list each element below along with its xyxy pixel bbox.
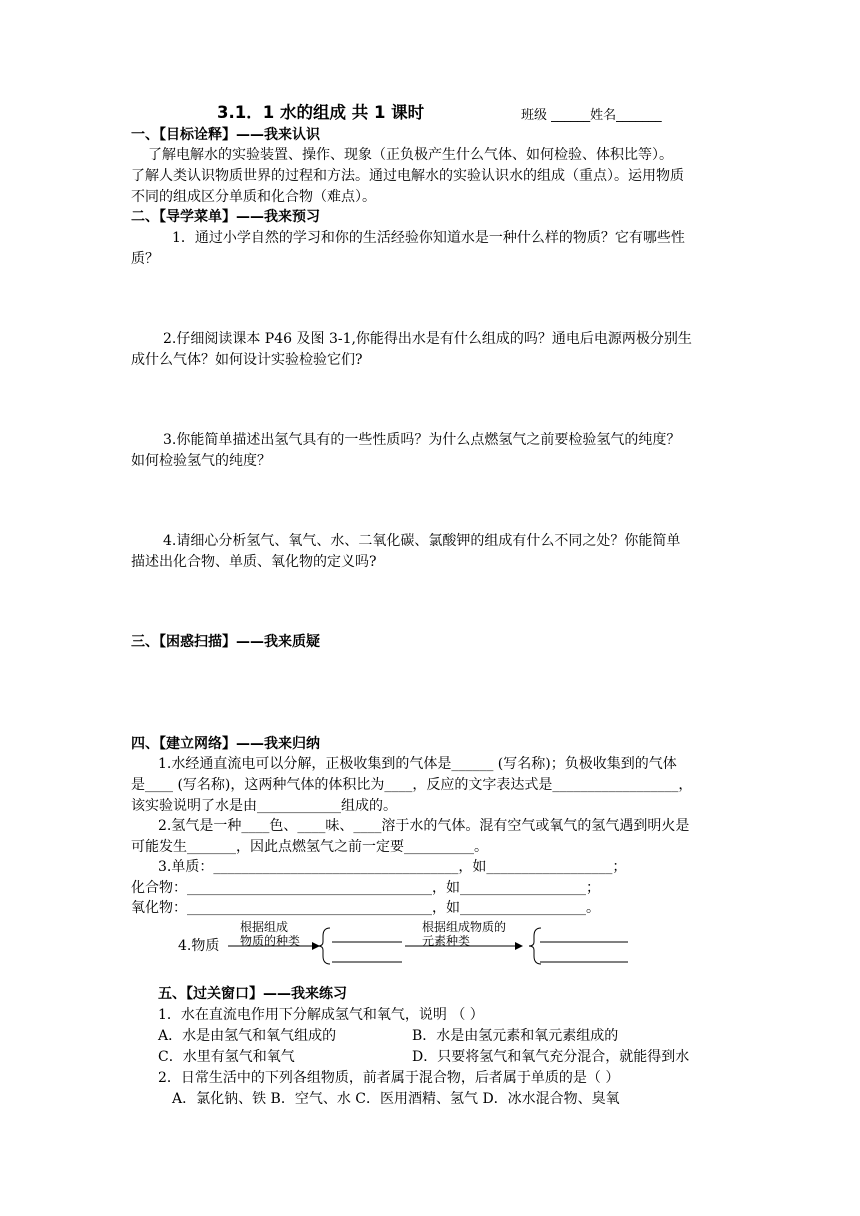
goals-text-line: 了解人类认识物质世界的过程和方法。通过电解水的实验认识水的组成（重点）。运用物质 (131, 168, 684, 184)
arrow-2-top-label: 根据组成物质的 (422, 920, 507, 934)
practice-question-1: 1．水在直流电作用下分解成氢气和氧气，说明 （ ） (158, 1007, 484, 1023)
q1-option-b: B．水是由氢元素和氧元素组成的 (412, 1028, 619, 1044)
goals-text-line: 了解电解水的实验装置、操作、现象（正负极产生什么气体、如何检验、体积比等）。 (148, 147, 673, 163)
definition-element: 3.单质：___________________________________，如__________________； (158, 859, 627, 875)
section-heading-preview: 二、【导学菜单】——我来预习 (131, 209, 320, 225)
section-heading-questions: 三、【困惑扫描】——我来质疑 (131, 634, 320, 650)
section-heading-summary: 四、【建立网络】——我来归纳 (131, 736, 320, 752)
definition-compound: 化合物：___________________________________，如__________________； (131, 880, 600, 896)
summary-paragraph-2-cont: 可能发生_______，因此点燃氢气之前一定要__________。 (131, 839, 488, 855)
summary-paragraph-1-cont: 该实验说明了水是由____________组成的。 (131, 798, 397, 814)
q1-option-a: A．水是由氢气和氧气组成的 (158, 1028, 337, 1044)
arrow-2-bottom-label: 元素种类 (422, 934, 471, 948)
preview-question-2-cont: 成什么气体？如何设计实验检验它们? (131, 352, 363, 368)
practice-question-2: 2．日常生活中的下列各组物质，前者属于混合物，后者属于单质的是（ ） (158, 1070, 620, 1086)
preview-question-3-cont: 如何检验氢气的纯度？ (131, 453, 271, 469)
definition-oxide: 氧化物：___________________________________，如__________________。 (131, 900, 600, 916)
q2-options: A．氯化钠、铁 B．空气、水 C．医用酒精、氢气 D．冰水混合物、臭氧 (172, 1091, 620, 1107)
class-name-field: 班级 ______姓名_______ (521, 108, 662, 123)
arrow-1-bottom-label: 物质的种类 (240, 934, 301, 948)
preview-question-1: 1．通过小学自然的学习和你的生活经验你知道水是一种什么样的物质？它有哪些性 (172, 230, 685, 246)
summary-paragraph-1: 1.水经通直流电可以分解，正极收集到的气体是______ (写名称)；负极收集到的气体 (158, 756, 677, 772)
preview-question-4: 4.请细心分析氢气、氧气、水、二氧化碳、氯酸钾的组成有什么不同之处？你能简单 (163, 533, 681, 549)
arrow-2-head (515, 942, 523, 950)
preview-question-4-cont: 描述出化合物、单质、氧化物的定义吗? (131, 554, 377, 570)
brace-2 (529, 928, 541, 964)
goals-text-line: 不同的组成区分单质和化合物（难点）。 (131, 189, 376, 205)
preview-question-3: 3.你能简单描述出氢气具有的一些性质吗？为什么点燃氢气之前要检验氢气的纯度？ (163, 432, 681, 448)
preview-question-1-cont: 质？ (131, 251, 159, 267)
summary-paragraph-2: 2.氢气是一种____色、____味、____溶于水的气体。混有空气或氧气的氢气遇到明火是 (158, 818, 690, 834)
q1-option-c: C．水里有氢气和氧气 (158, 1049, 295, 1065)
section-heading-goals: 一、【目标诠释】——我来认识 (131, 127, 320, 143)
diagram-root-label: 4.物质 (178, 938, 220, 954)
preview-question-2: 2.仔细阅读课本 P46 及图 3-1,你能得出水是有什么组成的吗？通电后电源两极分别生 (163, 331, 692, 347)
arrow-1-top-label: 根据组成 (240, 920, 289, 934)
brace-1 (318, 928, 330, 964)
page-title: 3.1．1 水的组成 共 1 课时 (217, 103, 425, 122)
q1-option-d: D．只要将氢气和氧气充分混合，就能得到水 (412, 1049, 690, 1065)
summary-paragraph-1-cont: 是____ (写名称)，这两种气体的体积比为____，反应的文字表达式是__________________， (131, 777, 693, 793)
section-heading-practice: 五、【过关窗口】——我来练习 (158, 986, 347, 1002)
